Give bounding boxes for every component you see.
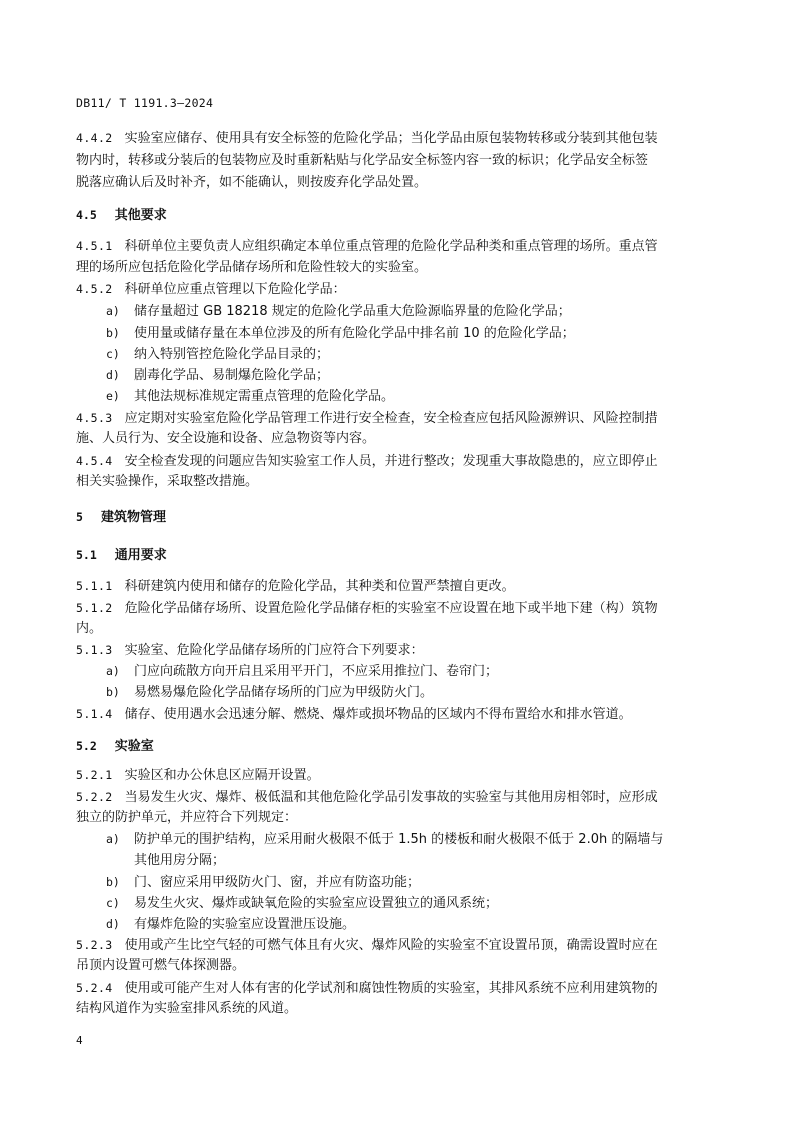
page-number: 4 <box>76 1034 83 1047</box>
section-title: 其他要求 <box>114 208 167 223</box>
list-item <box>106 301 571 322</box>
list-item <box>106 661 498 682</box>
list-item-letter: d) <box>106 368 120 382</box>
clause-number: 4.5.2 <box>76 282 113 296</box>
clause-text: 实验区和办公休息区应隔开设置。 <box>124 768 320 783</box>
list-item-letter: e) <box>106 389 120 403</box>
list-item-text: 门应向疏散方向开启且采用平开门，不应采用推拉门、卷帘门； <box>134 664 499 679</box>
clause-5-2-2 <box>76 787 658 808</box>
clause-text: 使用或可能产生对人体有害的化学试剂和腐蚀性物质的实验室，其排风系统不应利用建筑物的 <box>124 981 658 996</box>
clause-text-line: 脱落应确认后及时补齐，如不能确认，则按废弃化学品处置。 <box>76 175 428 190</box>
section-number: 5.1 <box>76 548 97 562</box>
list-item-text: 防护单元的围护结构，应采用耐火极限不低于 1.5h 的楼板和耐火极限不低于 2.0h 的隔墙与 <box>134 832 664 847</box>
section-heading-4-5 <box>76 205 167 226</box>
list-item-text: 纳入特别管控危险化学品目录的； <box>134 347 330 362</box>
section-number: 4.5 <box>76 208 97 222</box>
chapter-number: 5 <box>76 510 83 524</box>
clause-text-line: 相关实验操作，采取整改措施。 <box>76 474 259 489</box>
clause-number: 5.1.4 <box>76 707 113 721</box>
document-code: DB11/ T 1191.3—2024 <box>76 96 214 110</box>
clause-5-1-4 <box>76 704 632 725</box>
clause-text: 科研单位主要负责人应组织确定本单位重点管理的危险化学品种类和重点管理的场所。重点管 <box>124 239 658 254</box>
clause-4-5-1 <box>76 236 658 257</box>
section-title: 通用要求 <box>114 548 167 563</box>
clause-text: 安全检查发现的问题应告知实验室工作人员，并进行整改；发现重大事故隐患的，应立即停止 <box>124 454 658 469</box>
clause-4-4-2 <box>76 128 658 149</box>
clause-number: 5.2.1 <box>76 768 113 782</box>
clause-5-1-1 <box>76 576 515 597</box>
list-item-text: 门、窗应采用甲级防火门、窗，并应有防盗功能； <box>134 875 421 890</box>
list-item-letter: b) <box>106 875 120 889</box>
clause-text: 当易发生火灾、爆炸、极低温和其他危险化学品引发事故的实验室与其他用房相邻时，应形成 <box>124 790 658 805</box>
clause-text: 科研单位应重点管理以下危险化学品： <box>124 282 346 297</box>
clause-4-5-3 <box>76 408 658 429</box>
list-item-letter: a) <box>106 304 120 318</box>
clause-text: 危险化学品储存场所、设置危险化学品储存柜的实验室不应设置在地下或半地下建（构）筑物 <box>124 601 658 616</box>
clause-text: 实验室、危险化学品储存场所的门应符合下列要求： <box>124 643 424 658</box>
clause-number: 4.4.2 <box>76 131 113 145</box>
clause-text: 使用或产生比空气轻的可燃气体且有火灾、爆炸风险的实验室不宜设置吊顶，确需设置时应在 <box>124 938 658 953</box>
clause-number: 5.1.3 <box>76 643 113 657</box>
section-title: 实验室 <box>114 739 154 754</box>
list-item-text: 储存量超过 GB 18218 规定的危险化学品重大危险源临界量的危险化学品； <box>134 304 571 319</box>
clause-text: 实验室应储存、使用具有安全标签的危险化学品；当化学品由原包装物转移或分装到其他包装 <box>124 131 658 146</box>
clause-text-line: 结构风道作为实验室排风系统的风道。 <box>76 1001 298 1016</box>
list-item <box>106 323 575 344</box>
list-item-text: 其他法规标准规定需重点管理的危险化学品。 <box>134 389 395 404</box>
list-item-continuation: 其他用房分隔； <box>134 853 226 868</box>
list-item <box>106 829 663 850</box>
clause-number: 5.1.2 <box>76 601 113 615</box>
list-item-text: 易燃易爆危险化学品储存场所的门应为甲级防火门。 <box>134 685 434 700</box>
list-item <box>106 682 433 703</box>
list-item-text: 易发生火灾、爆炸或缺氧危险的实验室应设置独立的通风系统； <box>134 896 499 911</box>
clause-text: 科研建筑内使用和储存的危险化学品，其种类和位置严禁擅自更改。 <box>124 579 515 594</box>
list-item-text: 剧毒化学品、易制爆危险化学品； <box>134 368 330 383</box>
list-item <box>106 872 420 893</box>
list-item <box>106 386 394 407</box>
clause-5-1-3 <box>76 640 424 661</box>
clause-4-5-4 <box>76 451 658 472</box>
clause-5-2-3 <box>76 935 658 956</box>
clause-text-line: 吊顶内设置可燃气体探测器。 <box>76 958 246 973</box>
chapter-title: 建筑物管理 <box>100 510 166 525</box>
clause-5-2-1 <box>76 765 320 786</box>
section-heading-5-2 <box>76 736 154 757</box>
clause-text: 储存、使用遇水会迅速分解、燃烧、爆炸或损坏物品的区域内不得布置给水和排水管道。 <box>124 707 632 722</box>
list-item <box>106 893 498 914</box>
clause-text-line: 内。 <box>76 621 103 636</box>
clause-text-line: 独立的防护单元，并应符合下列规定： <box>76 810 298 825</box>
list-item-letter: d) <box>106 917 120 931</box>
clause-number: 5.1.1 <box>76 579 113 593</box>
list-item-letter: a) <box>106 832 120 846</box>
list-item-letter: c) <box>106 896 120 910</box>
list-item-letter: b) <box>106 326 120 340</box>
section-number: 5.2 <box>76 739 97 753</box>
clause-number: 5.2.3 <box>76 938 113 952</box>
clause-text-line: 理的场所应包括危险化学品储存场所和危险性较大的实验室。 <box>76 260 428 275</box>
clause-number: 4.5.3 <box>76 411 113 425</box>
list-item-text: 使用量或储存量在本单位涉及的所有危险化学品中排名前 10 的危险化学品； <box>134 326 575 341</box>
clause-text-line: 施、人员行为、安全设施和设备、应急物资等内容。 <box>76 431 376 446</box>
clause-number: 4.5.4 <box>76 454 113 468</box>
clause-4-5-2 <box>76 279 346 300</box>
list-item <box>106 914 355 935</box>
clause-number: 5.2.2 <box>76 790 113 804</box>
clause-text-line: 物内时，转移或分装后的包装物应及时重新粘贴与化学品安全标签内容一致的标识；化学品安全标签 <box>76 153 649 168</box>
clause-number: 5.2.4 <box>76 981 113 995</box>
clause-number: 4.5.1 <box>76 239 113 253</box>
clause-text: 应定期对实验室危险化学品管理工作进行安全检查，安全检查应包括风险源辨识、风险控制措 <box>124 411 658 426</box>
list-item-letter: c) <box>106 347 120 361</box>
clause-5-1-2 <box>76 598 658 619</box>
list-item <box>106 344 329 365</box>
list-item-text: 有爆炸危险的实验室应设置泄压设施。 <box>134 917 356 932</box>
section-heading-5-1 <box>76 545 167 566</box>
list-item <box>106 365 329 386</box>
list-item-letter: b) <box>106 685 120 699</box>
clause-5-2-4 <box>76 978 658 999</box>
chapter-heading-5 <box>76 507 166 528</box>
list-item-letter: a) <box>106 664 120 678</box>
